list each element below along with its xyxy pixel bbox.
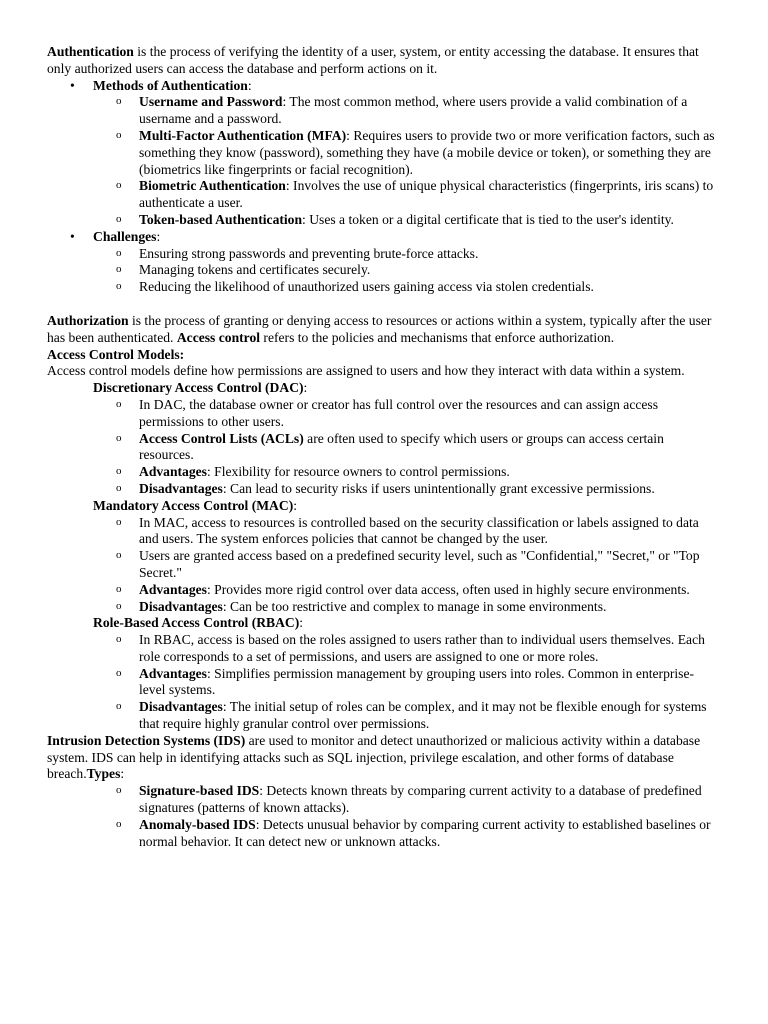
rbac-list [47,632,716,733]
list-item: o Token-based Authentication: Uses a token or a digital certificate that is tied to the user's identity. [93,212,716,229]
mac-list [47,515,716,616]
list-item: o Biometric Authentication: Involves the use of unique physical characteristics (fingerprints, iris scans) to authenticate a user. [93,178,716,212]
list-item: o Username and Password: The most common method, where users provide a valid combination of a username and a password. [93,94,716,128]
authentication-list [47,78,716,296]
list-item: o Ensuring strong passwords and preventing brute-force attacks. [93,246,716,263]
challenges-label: Challenges [93,228,157,244]
list-item: o Users are granted access based on a predefined security level, such as "Confidential," "Secret," or "Top Secret." [47,548,716,582]
dac-list [47,397,716,498]
authorization-paragraph: Authorization is the process of granting or denying access to resources or actions within a system, typically after the user has been authenticated. Access control refers to the policies and mechanisms that enforce authorization. [47,312,712,345]
access-control-models-intro: Access control models define how permissions are assigned to users and how they interact with data within a system. [47,363,685,379]
dac-heading: Discretionary Access Control (DAC): [93,380,308,396]
list-item: o Advantages: Simplifies permission management by grouping users into roles. Common in enterprise-level systems. [47,666,716,700]
ids-term: Intrusion Detection Systems (IDS) [47,732,246,748]
paragraph-gap [47,296,716,313]
methods-sublist [93,94,716,228]
rbac-heading: Role-Based Access Control (RBAC): [93,615,304,631]
list-item: o Multi-Factor Authentication (MFA): Requires users to provide two or more verification factors, such as something they know (password), something they have (a mobile device or token), or something they are (biometrics like fingerprints or facial recognition). [93,128,716,178]
list-item: o Disadvantages: Can be too restrictive and complex to manage in some environments. [47,599,716,616]
ids-paragraph: Intrusion Detection Systems (IDS) are used to monitor and detect unauthorized or malicious activity within a database system. IDS can help in identifying attacks such as SQL injection, privilege escalation, and other forms of database breach.Types: [47,732,701,782]
list-item: o Anomaly-based IDS: Detects unusual behavior by comparing current activity to established baselines or normal behavior. It can detect new or unknown attacks. [47,817,716,851]
list-item: o In RBAC, access is based on the roles assigned to users rather than to individual users themselves. Each role corresponds to a set of permissions, and users are assigned to one or more roles. [47,632,716,666]
methods-item: • Methods of Authentication: o Username and Password: The most common method, where users provide a valid combination of a username and a password. o Multi-Factor Authentication (MFA): Requires users to provide two or more verification factors, such as something they know (password), something they have (a mobile device or token), or something they are (biometrics like fingerprints or facial recognition). o Biometric Authentication: Involves the use of unique physical characteristics (fingerprints, iris scans) to authenticate a user. o Token-based Authentication: Uses a token or a digital certificate that is tied to the user's identity. [47,78,716,229]
list-item: o In MAC, access to resources is controlled based on the security classification or labels assigned to data and users. The system enforces policies that cannot be changed by the user. [47,515,716,549]
authentication-intro: is the process of verifying the identity of a user, system, or entity accessing the database. It ensures that only authorized users can access the database and perform actions on it. [47,44,699,76]
challenges-item: • Challenges: o Ensuring strong passwords and preventing brute-force attacks. o Managing tokens and certificates securely. o Reducing the likelihood of unauthorized users gaining access via stolen credentials. [47,229,716,296]
authentication-term: Authentication [47,44,134,59]
list-item: o Access Control Lists (ACLs) are often used to specify which users or groups can access certain resources. [47,431,716,465]
ids-types-list [47,783,716,850]
authorization-term: Authorization [47,312,129,328]
list-item: o Advantages: Flexibility for resource owners to control permissions. [47,464,716,481]
list-item: o Advantages: Provides more rigid control over data access, often used in highly secure environments. [47,582,716,599]
access-control-models-heading: Access Control Models: [47,346,185,362]
list-item: o Disadvantages: The initial setup of roles can be complex, and it may not be flexible enough for systems that require highly granular control over permissions. [47,699,716,733]
access-control-term: Access control [176,329,261,345]
list-item: o Disadvantages: Can lead to security risks if users unintentionally grant excessive permissions. [47,481,716,498]
list-item: o Reducing the likelihood of unauthorized users gaining access via stolen credentials. [93,279,716,296]
list-item: o In DAC, the database owner or creator has full control over the resources and can assign access permissions to other users. [47,397,716,431]
types-label: Types [86,766,121,782]
methods-label: Methods of Authentication [93,77,248,93]
mac-heading: Mandatory Access Control (MAC): [93,497,298,513]
list-item: o Signature-based IDS: Detects known threats by comparing current activity to a database of predefined signatures (patterns of known attacks). [47,783,716,817]
list-item: o Managing tokens and certificates securely. [93,262,716,279]
authentication-paragraph [47,44,716,78]
challenges-sublist [93,246,716,296]
